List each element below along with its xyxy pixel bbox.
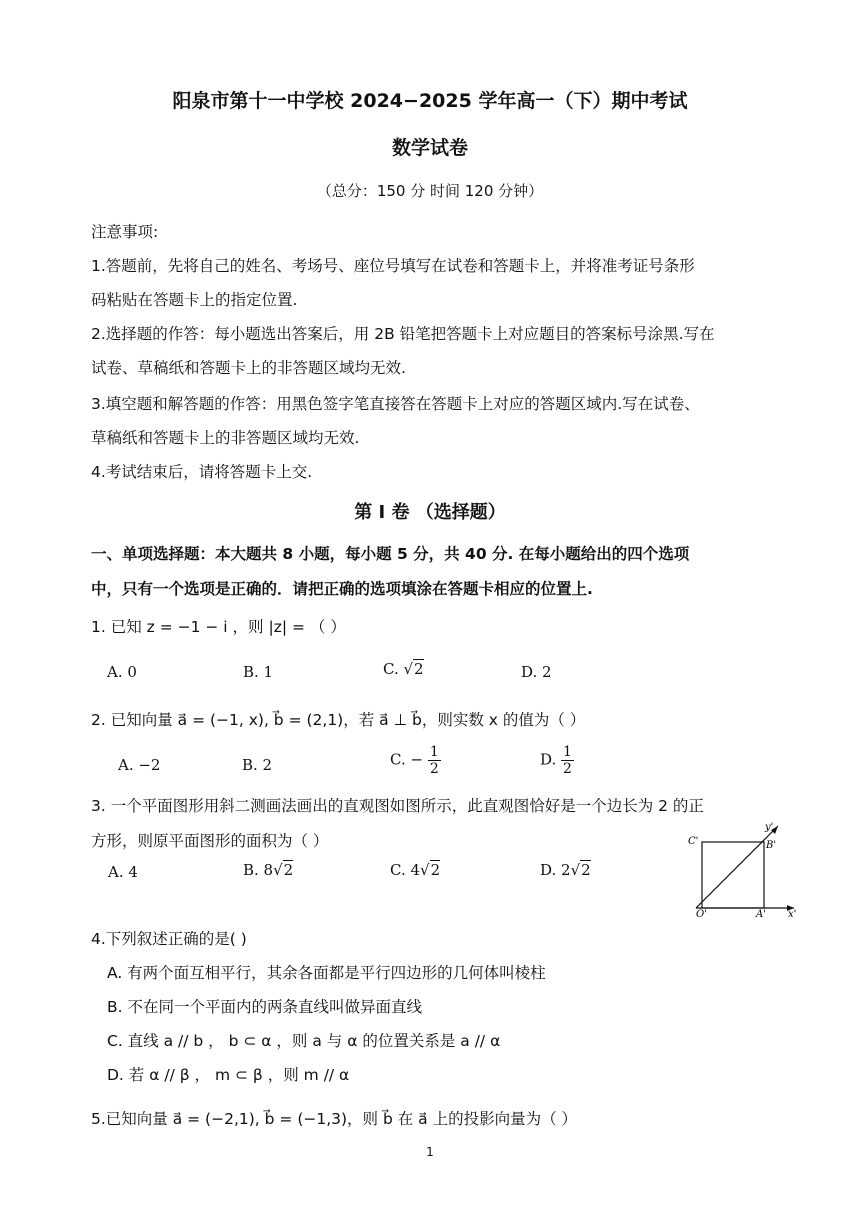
square-shape xyxy=(702,842,764,908)
question-2-option-d: D. $\frac{1}{2}$ xyxy=(540,744,572,777)
question-4-option-d: D. 若 α // β ， m ⊂ β ，则 m // α xyxy=(107,1066,350,1084)
page-number: 1 xyxy=(426,1145,434,1159)
subject-title: 数学试卷 xyxy=(391,137,468,159)
question-3-stem-line-2: 方形，则原平面图形的面积为（ ） xyxy=(91,832,329,850)
exam-title: 阳泉市第十一中学校 2024−2025 学年高一（下）期中考试 xyxy=(172,90,688,112)
question-4-option-b: B. 不在同一个平面内的两条直线叫做异面直线 xyxy=(107,998,422,1016)
section-instruction-line-2: 中，只有一个选项是正确的．请把正确的选项填涂在答题卡相应的位置上. xyxy=(91,580,593,598)
question-3-figure xyxy=(682,818,802,918)
label-c: C' xyxy=(688,836,699,847)
question-2-option-a: A. −2 xyxy=(118,756,161,774)
question-3-option-a: A. 4 xyxy=(108,863,138,881)
question-1-option-a: A. 0 xyxy=(107,663,137,681)
notice-item-1-line-1: 1.答题前，先将自己的姓名、考场号、座位号填写在试卷和答题卡上，并将准考证号条形 xyxy=(91,257,695,275)
y-axis-line xyxy=(696,826,778,908)
notice-item-1-line-2: 码粘贴在答题卡上的指定位置. xyxy=(91,291,298,309)
notice-item-2-line-2: 试卷、草稿纸和答题卡上的非答题区域均无效. xyxy=(91,359,406,377)
question-1-stem: 1. 已知 z = −1 − i ，则 |z| = （ ） xyxy=(91,618,346,636)
question-2-option-c: C. − $\frac{1}{2}$ xyxy=(390,744,439,777)
question-1-option-b: B. 1 xyxy=(243,663,274,681)
question-1-option-c: C. √2 xyxy=(383,660,424,678)
exam-meta: （总分：150 分 时间 120 分钟） xyxy=(316,182,544,200)
section-instruction-line-1: 一、单项选择题：本大题共 8 小题，每小题 5 分，共 40 分. 在每小题给出的四个选项 xyxy=(91,545,690,563)
label-x-axis: x' xyxy=(788,909,797,918)
question-5-stem: 5.已知向量 a⃗ = (−2,1), b⃗ = (−1,3)，则 b⃗ 在 a⃗ 上的投影向量为（ ） xyxy=(91,1110,578,1128)
question-1-option-d: D. 2 xyxy=(521,663,552,681)
section-title: 第 I 卷 （选择题） xyxy=(354,502,506,523)
label-a: A' xyxy=(756,909,766,918)
question-3-option-b: B. 8√2 xyxy=(243,861,294,879)
question-2-stem: 2. 已知向量 a⃗ = (−1, x), b⃗ = (2,1)，若 a⃗ ⊥ b⃗，则实数 x 的值为（ ） xyxy=(91,711,586,729)
question-4-option-c: C. 直线 a // b ， b ⊂ α ，则 a 与 α 的位置关系是 a // α xyxy=(107,1032,501,1050)
label-y-axis: y' xyxy=(765,822,774,833)
label-b: B' xyxy=(766,840,777,851)
notice-item-3-line-2: 草稿纸和答题卡上的非答题区域均无效. xyxy=(91,429,360,447)
question-3-option-c: C. 4√2 xyxy=(390,861,441,879)
label-o: O' xyxy=(696,909,707,918)
question-3-stem-line-1: 3. 一个平面图形用斜二测画法画出的直观图如图所示，此直观图恰好是一个边长为 2 的正 xyxy=(91,797,704,815)
question-4-option-a: A. 有两个面互相平行，其余各面都是平行四边形的几何体叫棱柱 xyxy=(107,964,546,982)
notice-item-4: 4.考试结束后，请将答题卡上交. xyxy=(91,463,313,481)
question-3-option-d: D. 2√2 xyxy=(540,861,591,879)
notice-item-2-line-1: 2.选择题的作答：每小题选出答案后，用 2B 铅笔把答题卡上对应题目的答案标号涂黑.写在 xyxy=(91,325,715,343)
question-4-stem: 4.下列叙述正确的是( ) xyxy=(91,930,247,948)
notice-heading: 注意事项: xyxy=(91,223,159,241)
question-2-option-b: B. 2 xyxy=(242,756,273,774)
notice-item-3-line-1: 3.填空题和解答题的作答：用黑色签字笔直接答在答题卡上对应的答题区域内.写在试卷、 xyxy=(91,395,700,413)
